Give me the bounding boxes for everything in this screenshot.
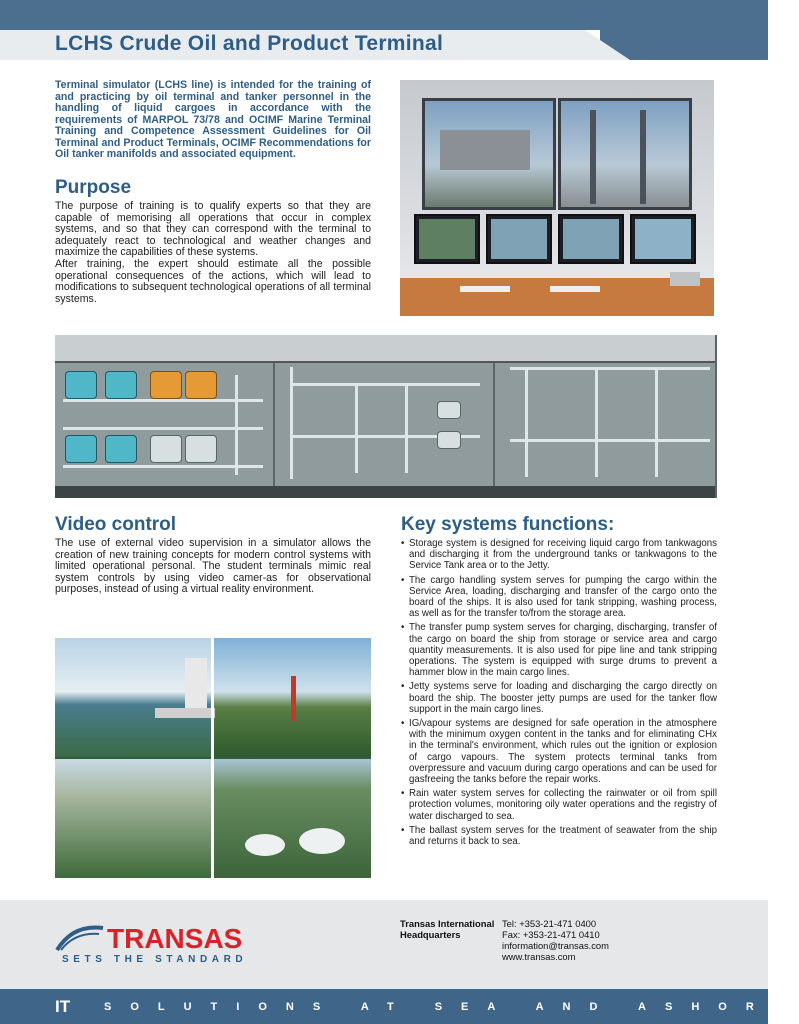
purpose-paragraph-2: After training, the expert should estimate all the possible operational consequences of the actions, which will lead to modifications to subsequent technological operations of all terminal systems.: [55, 257, 371, 305]
list-item: • Jetty systems serve for loading and discharging the cargo directly on board the ship. The booster jetty pumps are used for the tanker flow support in the main cargo lines.: [401, 681, 717, 715]
video-control-heading: Video control: [55, 514, 177, 535]
phone-number: Tel: +353-21-471 0400: [502, 918, 597, 929]
contact-block: [400, 918, 609, 962]
slogan: SOLUTIONS AT SEA AND ASHORE: [104, 1001, 799, 1013]
brand-tagline: SETS THE STANDARD: [62, 954, 248, 965]
list-item: • The cargo handling system serves for pumping the cargo within the Service Area, loading, discharging and transfer of the cargo onto the board of the ships. It is also used for tank stripping, washing process, as well as for the transfer to/from the storage area.: [401, 575, 717, 620]
list-item: • The transfer pump system serves for charging, discharging, transfer of the cargo on board the ship from storage or service area and cargo quantity measurements. It is also used for pipe line and tank stripping operations. The system is equipped with surge drums to prevent a hammer blow in the main cargo lines.: [401, 622, 717, 678]
video-camera-views-image: [55, 638, 371, 878]
org-name: Transas International: [400, 918, 495, 929]
control-room-image: [400, 80, 714, 316]
purpose-heading: Purpose: [55, 177, 132, 198]
intro-paragraph: Terminal simulator (LCHS line) is intended for the training of and practicing by oil terminal and tanker personnel in the handling of liquid cargoes in accordance with the requirements of MARPOL 73/78 and OCIMF Marine Terminal Training and Competence Assessment Guidelines for Oil Terminal and Product Terminals, OCIMF Recommendations for Oil tanker manifolds and associated equipment.: [55, 79, 371, 160]
list-item: • IG/vapour systems are designed for safe operation in the atmosphere with the minimum oxygen content in the tanks and for eliminating CHx in the terminal's environment, which rules out the ignition or explosion of cargo vapours. The system protects terminal tanks from overpressure and vacuum during cargo operations and can be used for gasfreeing the tanks before the repair works.: [401, 718, 717, 785]
email-link[interactable]: information@transas.com: [502, 940, 609, 951]
key-systems-list: [401, 538, 717, 850]
list-item: • Rain water system serves for collecting the rainwater or oil from spill protection volumes, monitoring oily water operations and the registry of water discharged to sea.: [401, 788, 717, 822]
bottom-band: [0, 989, 799, 1024]
list-item: • The ballast system serves for the treatment of seawater from the ship and returns it back to sea.: [401, 825, 717, 847]
page-title: LCHS Crude Oil and Product Terminal: [55, 32, 444, 55]
key-systems-heading: Key systems functions:: [401, 514, 615, 535]
purpose-paragraph-1: The purpose of training is to qualify experts so that they are capable of memorising all operations that occur in complex systems, and so that they can correspond with the terminal to adequately react to technological and weather changes and maximize the capabilities of these systems.: [55, 200, 371, 259]
it-label: IT: [55, 997, 71, 1016]
video-control-text: The use of external video supervision in a simulator allows the creation of new training concepts for modern control systems with limited operational personal. The student terminals mimic real system controls by using video camer-as for observational purposes, instead of using a virtual reality environment.: [55, 537, 371, 596]
purpose-text: [55, 201, 371, 305]
top-band: [0, 0, 768, 30]
list-item: • Storage system is designed for receiving liquid cargo from tankwagons and discharging it from the underground tanks or tankwagons to the Service Tank area or to the Jetty.: [401, 538, 717, 572]
logo-swoosh-icon: [55, 920, 255, 954]
brand-wordmark: TRANSAS: [107, 923, 243, 954]
scada-mimic-screenshot: [55, 335, 715, 498]
org-division: Headquarters: [400, 929, 461, 940]
fax-number: Fax: +353-21-471 0410: [502, 929, 600, 940]
website-link[interactable]: www.transas.com: [502, 951, 576, 962]
